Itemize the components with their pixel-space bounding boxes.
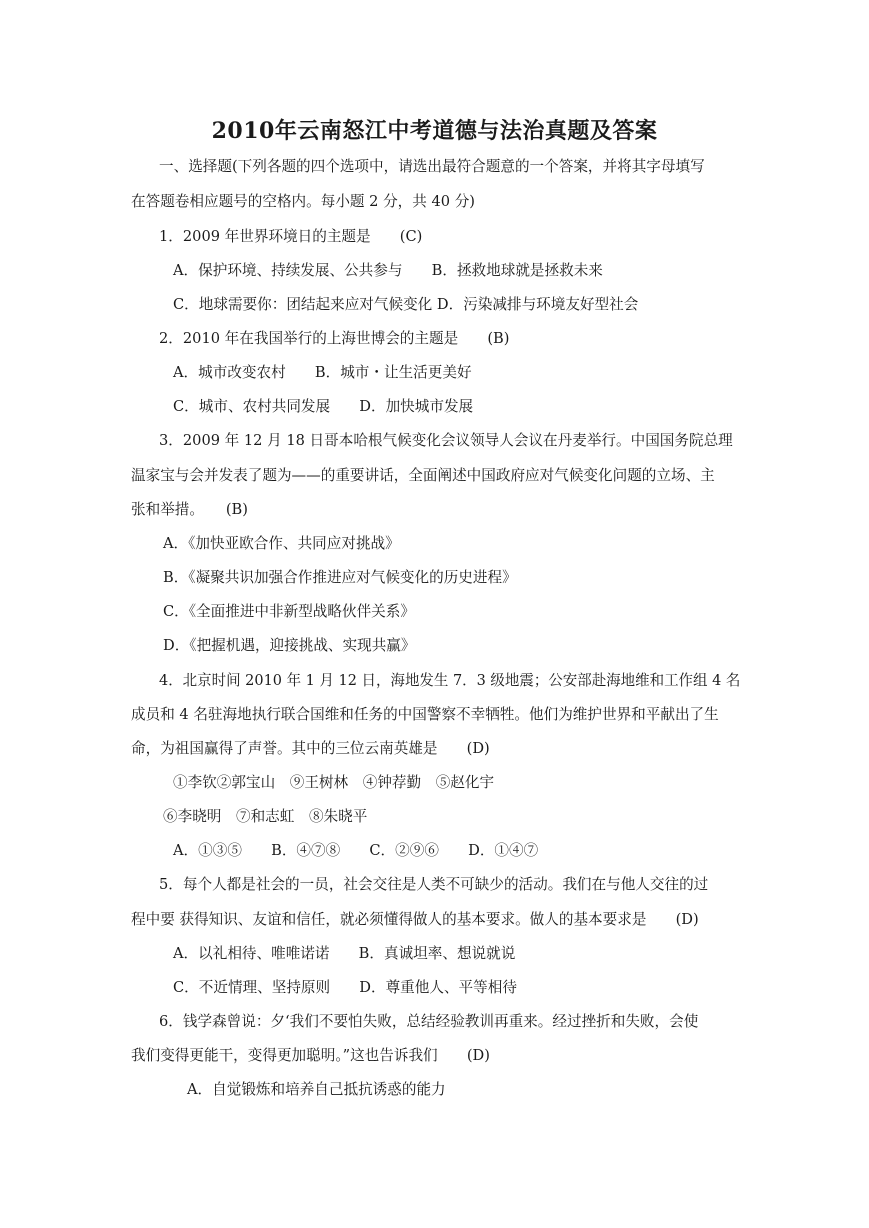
text-line: A．以礼相待、唯唯诺诺 B．真诚坦率、想说就说 <box>173 945 516 962</box>
text-line: 3．2009 年 12 月 18 日哥本哈根气候变化会议领导人会议在丹麦举行。中国国务院总理 <box>159 432 733 449</box>
text-line: C．《全面推进中非新型战略伙伴关系》 <box>163 603 415 620</box>
text-line: C．不近情理、坚持原则 D．尊重他人、平等相待 <box>173 979 517 996</box>
text-line: 2．2010 年在我国举行的上海世博会的主题是 (B) <box>159 330 510 347</box>
text-line: 成员和 4 名驻海地执行联合国维和任务的中国警察不幸牺牲。他们为维护世界和平献出了生 <box>131 706 719 723</box>
text-line: 一、选择题(下列各题的四个选项中，请选出最符合题意的一个答案，并将其字母填写 <box>159 158 705 175</box>
text-line: 6．钱学森曾说：夕‘我们不要怕失败，总结经验教训再重来。经过挫折和失败，会使 <box>159 1013 699 1030</box>
text-line: A．城市改变农村 B．城市・让生活更美好 <box>173 364 472 381</box>
text-line: 4．北京时间 2010 年 1 月 12 日，海地发生 7．3 级地震；公安部赴海地维和工作组 4 名 <box>159 672 741 689</box>
text-line: D．《把握机遇，迎接挑战、实现共赢》 <box>163 637 416 654</box>
text-line: 5．每个人都是社会的一员，社会交往是人类不可缺少的活动。我们在与他人交往的过 <box>159 876 709 893</box>
text-line: A．①③⑤ B．④⑦⑧ C．②⑨⑥ D．①④⑦ <box>173 842 539 859</box>
text-line: C．地球需要你：团结起来应对气候变化 D．污染减排与环境友好型社会 <box>173 296 639 313</box>
text-line: ⑥李晓明 ⑦和志虹 ⑧朱晓平 <box>163 808 368 825</box>
text-line: A．自觉锻炼和培养自己抵抗诱惑的能力 <box>187 1081 446 1098</box>
text-line: 在答题卷相应题号的空格内。每小题 2 分，共 40 分) <box>131 193 475 210</box>
text-line: 1．2009 年世界环境日的主题是 (C) <box>159 228 423 245</box>
text-line: 张和举措。 (B) <box>131 501 248 518</box>
text-line: C．城市、农村共同发展 D．加快城市发展 <box>173 398 474 415</box>
text-line: 我们变得更能干，变得更加聪明。”这也告诉我们 (D) <box>131 1047 490 1064</box>
text-line: A．《加快亚欧合作、共同应对挑战》 <box>163 535 400 552</box>
text-line: 命，为祖国赢得了声誉。其中的三位云南英雄是 (D) <box>131 740 490 757</box>
text-line: A．保护环境、持续发展、公共参与 B．拯救地球就是拯救未来 <box>173 262 603 279</box>
text-line: 温家宝与会并发表了题为——的重要讲话，全面阐述中国政府应对气候变化问题的立场、主 <box>131 467 715 484</box>
text-line: 程中要 获得知识、友谊和信任，就必须懂得做人的基本要求。做人的基本要求是 (D) <box>131 911 699 928</box>
text-line: B．《凝聚共识加强合作推进应对气候变化的历史进程》 <box>163 569 517 586</box>
text-line: ①李钦②郭宝山 ⑨王树林 ④钟荐勤 ⑤赵化宇 <box>173 774 495 791</box>
document-title: 2010年云南怒江中考道德与法治真题及答案 <box>211 118 658 144</box>
